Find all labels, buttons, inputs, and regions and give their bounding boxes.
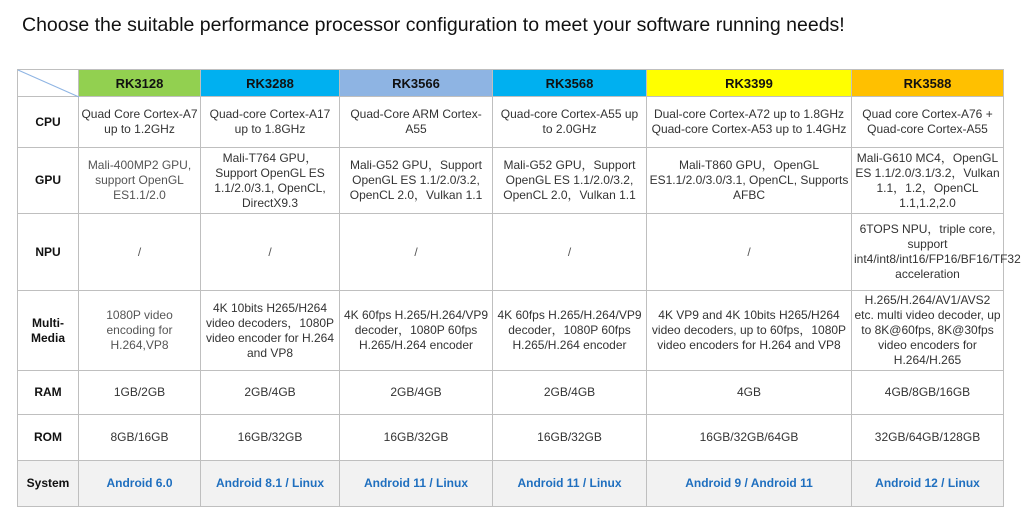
table-cell: Android 11 / Linux: [493, 461, 647, 507]
processor-comparison-table: [17, 69, 1021, 507]
table-cell: Quad core Cortex-A76 + Quad-core Cortex-A55: [852, 97, 1004, 148]
column-header-rk3399: RK3399: [647, 70, 852, 97]
table-cell: Mali-400MP2 GPU, support OpenGL ES1.1/2.0: [79, 148, 201, 214]
page-title: Choose the suitable performance processor configuration to meet your software running needs!: [22, 14, 845, 36]
table-cell: Dual-core Cortex-A72 up to 1.8GHz Quad-core Cortex-A53 up to 1.4GHz: [647, 97, 852, 148]
table-cell: Mali-G52 GPU，Support OpenGL ES 1.1/2.0/3.2, OpenCL 2.0，Vulkan 1.1: [493, 148, 647, 214]
row-label-rom: ROM: [18, 415, 79, 461]
table-cell: Mali-T764 GPU，Support OpenGL ES 1.1/2.0/3.1, OpenCL, DirectX9.3: [201, 148, 340, 214]
table-cell: Android 11 / Linux: [340, 461, 493, 507]
table-cell: 2GB/4GB: [201, 371, 340, 415]
table-cell: 4GB: [647, 371, 852, 415]
table-cell: Mali-G610 MC4，OpenGL ES 1.1/2.0/3.1/3.2，Vulkan 1.1，1.2，OpenCL 1.1,1.2,2.0: [852, 148, 1004, 214]
column-header-rk3566: RK3566: [340, 70, 493, 97]
table-row: [18, 148, 1004, 214]
table-row: [18, 371, 1004, 415]
table-cell: 6TOPS NPU，triple core, support int4/int8/int16/FP16/BF16/TF32 acceleration: [852, 214, 1004, 291]
table-cell: 16GB/32GB: [201, 415, 340, 461]
table-cell: 32GB/64GB/128GB: [852, 415, 1004, 461]
table-cell: 4K 10bits H265/H264 video decoders，1080P video encoder for H.264 and VP8: [201, 291, 340, 371]
column-header-rk3568: RK3568: [493, 70, 647, 97]
table-cell: 16GB/32GB: [340, 415, 493, 461]
row-label-system: System: [18, 461, 79, 507]
table-cell: Quad-core Cortex-A17 up to 1.8GHz: [201, 97, 340, 148]
column-header-rk3128: RK3128: [79, 70, 201, 97]
column-header-rk3588: RK3588: [852, 70, 1004, 97]
table-cell: Mali-T860 GPU，OpenGL ES1.1/2.0/3.0/3.1, OpenCL, Supports AFBC: [647, 148, 852, 214]
table-cell: Quad Core Cortex-A7 up to 1.2GHz: [79, 97, 201, 148]
table-cell: 2GB/4GB: [493, 371, 647, 415]
table-cell: /: [493, 214, 647, 291]
table-cell: 4K VP9 and 4K 10bits H265/H264 video decoders, up to 60fps，1080P video encoders for H.264 and VP8: [647, 291, 852, 371]
table-cell: 4K 60fps H.265/H.264/VP9 decoder，1080P 60fps H.265/H.264 encoder: [493, 291, 647, 371]
table-cell: Android 9 / Android 11: [647, 461, 852, 507]
table-cell: /: [79, 214, 201, 291]
corner-cell: [18, 70, 79, 97]
table-cell: 1GB/2GB: [79, 371, 201, 415]
table-cell: Quad-core Cortex-A55 up to 2.0GHz: [493, 97, 647, 148]
column-header-rk3288: RK3288: [201, 70, 340, 97]
table-row: [18, 291, 1004, 371]
table-cell: Mali-G52 GPU，Support OpenGL ES 1.1/2.0/3.2, OpenCL 2.0，Vulkan 1.1: [340, 148, 493, 214]
row-label-multimedia: Multi-Media: [18, 291, 79, 371]
table-cell: 1080P video encoding for H.264,VP8: [79, 291, 201, 371]
table-cell: /: [201, 214, 340, 291]
table-cell: /: [647, 214, 852, 291]
header-row: [18, 70, 1004, 97]
table-cell: 2GB/4GB: [340, 371, 493, 415]
table-row: [18, 461, 1004, 507]
table-cell: H.265/H.264/AV1/AVS2 etc. multi video decoder, up to 8K@60fps, 8K@30fps video encoders for H.264/H.265: [852, 291, 1004, 371]
table-cell: Android 6.0: [79, 461, 201, 507]
table-cell: 4K 60fps H.265/H.264/VP9 decoder，1080P 60fps H.265/H.264 encoder: [340, 291, 493, 371]
row-label-npu: NPU: [18, 214, 79, 291]
table-row: [18, 214, 1004, 291]
diagonal-divider: [18, 70, 79, 97]
table-cell: 16GB/32GB: [493, 415, 647, 461]
row-label-cpu: CPU: [18, 97, 79, 148]
table-cell: Android 12 / Linux: [852, 461, 1004, 507]
table-cell: Quad-Core ARM Cortex-A55: [340, 97, 493, 148]
table-cell: 4GB/8GB/16GB: [852, 371, 1004, 415]
row-label-gpu: GPU: [18, 148, 79, 214]
table-cell: Android 8.1 / Linux: [201, 461, 340, 507]
table-row: [18, 97, 1004, 148]
row-label-ram: RAM: [18, 371, 79, 415]
table-cell: 16GB/32GB/64GB: [647, 415, 852, 461]
table-cell: 8GB/16GB: [79, 415, 201, 461]
table-row: [18, 415, 1004, 461]
table-cell: /: [340, 214, 493, 291]
